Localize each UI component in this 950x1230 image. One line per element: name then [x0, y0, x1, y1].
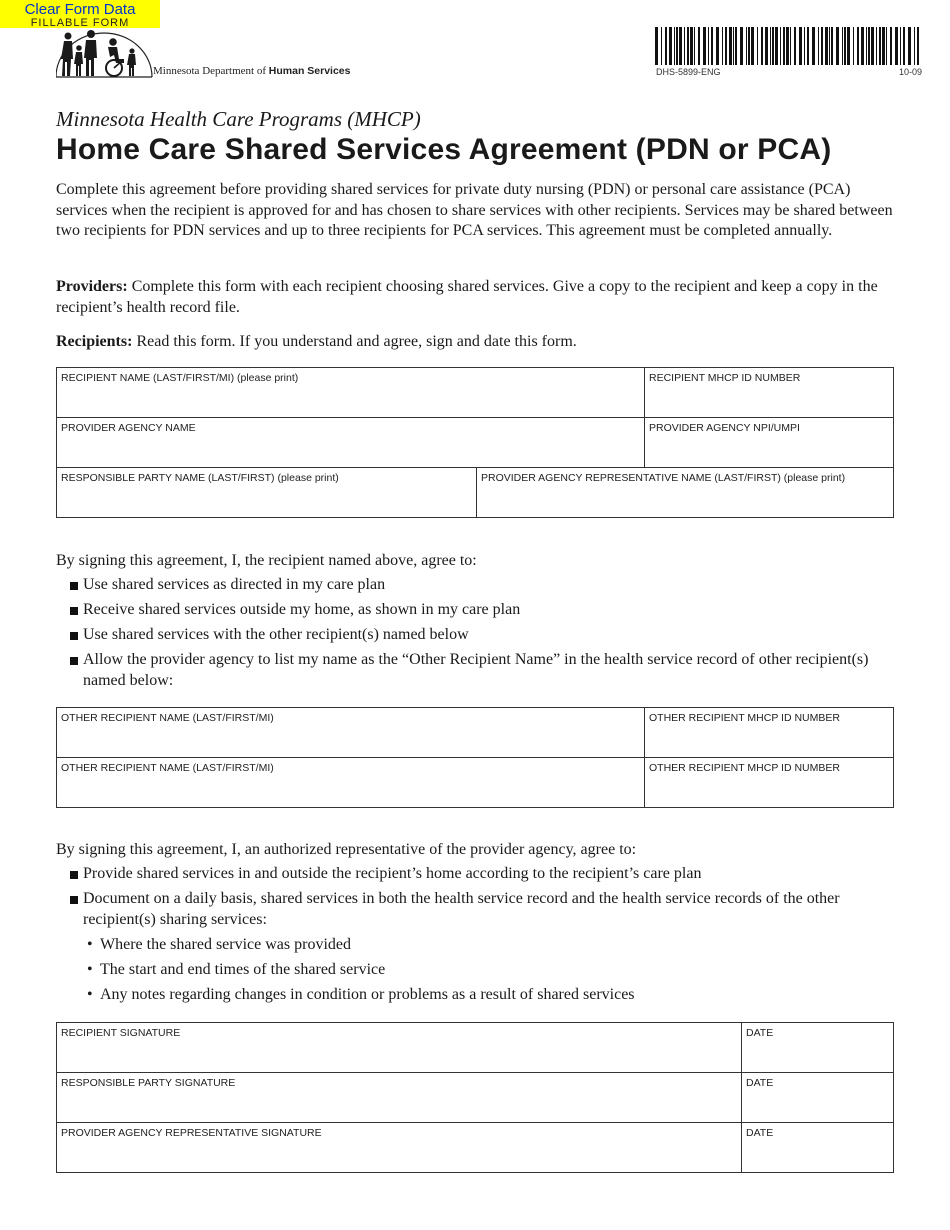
list-item	[56, 889, 896, 930]
agency-name-cell	[57, 418, 644, 467]
providers-paragraph	[56, 277, 896, 318]
list-item-text: Receive shared services outside my home, as shown in my care plan	[83, 601, 521, 618]
barcode-bar	[746, 27, 747, 65]
recipient-id-cell	[644, 368, 893, 417]
barcode-bar	[725, 27, 727, 65]
responsible-party-label: RESPONSIBLE PARTY NAME (LAST/FIRST) (please print)	[61, 472, 339, 484]
barcode-bar	[735, 27, 737, 65]
department-prefix: Minnesota Department of	[153, 65, 267, 77]
barcode-bar	[917, 27, 919, 65]
barcode-bar	[882, 27, 885, 65]
recipient-signature-label: RECIPIENT SIGNATURE	[61, 1027, 181, 1039]
barcode-bar	[868, 27, 870, 65]
barcode-bar	[807, 27, 809, 65]
date-3-cell	[741, 1123, 893, 1172]
grid-row	[57, 467, 893, 517]
barcode-bar	[676, 27, 678, 65]
list-item-text: Use shared services as directed in my care plan	[83, 576, 386, 593]
recipient-id-field[interactable]	[649, 391, 889, 413]
grid-row	[57, 708, 893, 757]
department-name	[153, 65, 351, 77]
date-1-field[interactable]	[746, 1046, 889, 1068]
providers-label: Providers:	[56, 278, 128, 295]
list-subitem	[56, 985, 896, 1006]
barcode-bar	[708, 27, 709, 65]
dot-bullet-icon: •	[87, 935, 93, 953]
grid-row	[57, 368, 893, 417]
program-name: Minnesota Health Care Programs (MHCP)	[56, 107, 421, 131]
barcode-bar	[690, 27, 693, 65]
department-bold: Human Services	[268, 65, 351, 77]
barcode-bar	[655, 27, 658, 65]
clear-form-data-button[interactable]	[0, 0, 160, 28]
date-3-field[interactable]	[746, 1146, 889, 1168]
barcode-bar	[761, 27, 763, 65]
barcode-bar	[748, 27, 750, 65]
grid-row	[57, 1023, 893, 1072]
recipient-id-label: RECIPIENT MHCP ID NUMBER	[649, 372, 801, 384]
barcode-bar	[770, 27, 771, 65]
clear-form-label: Clear Form Data	[24, 1, 136, 18]
date-2-cell	[741, 1073, 893, 1122]
barcode-bar	[733, 27, 734, 65]
barcode-bar	[794, 27, 796, 65]
list-item-text: Allow the provider agency to list my name as the “Other Recipient Name” in the health service record of other recipient(s) named below:	[83, 651, 869, 689]
barcode-bar	[903, 27, 905, 65]
barcode-bar	[876, 27, 877, 65]
dot-bullet-icon: •	[87, 985, 93, 1003]
barcode-bar	[842, 27, 843, 65]
other-name-1-field[interactable]	[61, 731, 640, 753]
barcode-bar	[679, 27, 682, 65]
fillable-form-label: FILLABLE FORM	[30, 17, 130, 29]
barcode-bar	[698, 27, 700, 65]
barcode-bar	[765, 27, 768, 65]
form-date: 10-09	[898, 67, 922, 77]
list-item	[56, 625, 896, 646]
list-item	[56, 600, 896, 621]
list-item-text: Provide shared services in and outside the recipient’s home according to the recipient’s care plan	[83, 865, 702, 882]
recipients-label: Recipients:	[56, 333, 133, 350]
barcode-bar	[825, 27, 828, 65]
recipients-text: Read this form. If you understand and agree, sign and date this form.	[136, 333, 577, 350]
barcode-bar	[829, 27, 830, 65]
barcode-bar	[857, 27, 859, 65]
barcode-bar	[871, 27, 874, 65]
agency-rep-label: PROVIDER AGENCY REPRESENTATIVE NAME (LAST/FIRST) (please print)	[481, 472, 846, 484]
barcode-bar	[914, 27, 915, 65]
barcode-bar	[703, 27, 706, 65]
square-bullet-icon	[70, 582, 78, 590]
barcode-bar	[684, 27, 685, 65]
square-bullet-icon	[70, 657, 78, 665]
barcode-bar	[780, 27, 781, 65]
barcode-bar	[669, 27, 672, 65]
responsible-signature-label: RESPONSIBLE PARTY SIGNATURE	[61, 1077, 236, 1089]
other-recipients-grid	[56, 707, 894, 808]
barcode-bar	[711, 27, 713, 65]
agency-rep-cell	[476, 468, 893, 517]
other-name-1-cell	[57, 708, 644, 757]
other-id-1-cell	[644, 708, 893, 757]
agency-rep-field[interactable]	[481, 491, 889, 513]
list-item	[56, 575, 896, 596]
agency-npi-field[interactable]	[649, 441, 889, 463]
barcode-bar	[783, 27, 785, 65]
list-item	[56, 650, 896, 691]
barcode-bar	[879, 27, 881, 65]
recipient-name-label: RECIPIENT NAME (LAST/FIRST/MI) (please print)	[61, 372, 299, 384]
barcode-bar	[799, 27, 802, 65]
agency-signature-label: PROVIDER AGENCY REPRESENTATIVE SIGNATURE	[61, 1127, 322, 1139]
barcode-bar	[804, 27, 805, 65]
square-bullet-icon	[70, 607, 78, 615]
other-name-2-cell	[57, 758, 644, 807]
barcode-bar	[775, 27, 778, 65]
signature-grid	[56, 1022, 894, 1173]
barcode-bar	[687, 27, 689, 65]
square-bullet-icon	[70, 871, 78, 879]
recipient-signature-cell	[57, 1023, 741, 1072]
barcode-bar	[740, 27, 743, 65]
provider-agree-lead: By signing this agreement, I, an authorized representative of the provider agency, agree to:	[56, 841, 637, 858]
square-bullet-icon	[70, 632, 78, 640]
agency-signature-cell	[57, 1123, 741, 1172]
intro-paragraph: Complete this agreement before providing shared services for private duty nursing (PDN) or personal care assistance (PCA) services when the recipient is approved for and has chosen to share services with other recipients. Services may be shared between two recipients for PDN services and up to three recipients for PCA services. This agreement must be completed annually.	[56, 181, 893, 239]
date-2-field[interactable]	[746, 1096, 889, 1118]
other-name-2-label: OTHER RECIPIENT NAME (LAST/FIRST/MI)	[61, 762, 274, 774]
square-bullet-icon	[70, 896, 78, 904]
agency-npi-cell	[644, 418, 893, 467]
responsible-signature-field[interactable]	[61, 1096, 737, 1118]
list-subitem-text: The start and end times of the shared service	[100, 960, 386, 978]
recipient-name-field[interactable]	[61, 391, 640, 413]
providers-text: Complete this form with each recipient choosing shared services. Give a copy to the recipient and keep a copy in the recipient’s health record file.	[56, 278, 878, 316]
agency-name-field[interactable]	[61, 441, 640, 463]
barcode-bar	[772, 27, 774, 65]
other-id-2-field[interactable]	[649, 781, 889, 803]
provider-agree-list	[56, 864, 896, 1010]
barcode-bar	[716, 27, 719, 65]
other-id-1-label: OTHER RECIPIENT MHCP ID NUMBER	[649, 712, 840, 724]
other-name-2-field[interactable]	[61, 781, 640, 803]
list-item	[56, 864, 896, 885]
grid-row	[57, 1072, 893, 1122]
barcode-bar	[853, 27, 854, 65]
barcode-bar	[831, 27, 833, 65]
dot-bullet-icon: •	[87, 960, 93, 978]
other-id-2-label: OTHER RECIPIENT MHCP ID NUMBER	[649, 762, 840, 774]
barcode-bar	[866, 27, 867, 65]
responsible-party-field[interactable]	[61, 491, 472, 513]
form-number: DHS-5899-ENG	[656, 67, 721, 77]
date-3-label: DATE	[746, 1127, 774, 1139]
barcode-bar	[757, 27, 758, 65]
barcode-bar	[861, 27, 864, 65]
list-subitem	[56, 960, 896, 981]
other-id-2-cell	[644, 758, 893, 807]
responsible-party-cell	[57, 468, 476, 517]
date-1-label: DATE	[746, 1027, 774, 1039]
barcode-bar	[886, 27, 887, 65]
barcode-bar	[729, 27, 732, 65]
barcode-bar	[895, 27, 898, 65]
barcode-bar	[661, 27, 662, 65]
barcode-bar	[818, 27, 819, 65]
barcode-bar	[812, 27, 815, 65]
recipient-name-cell	[57, 368, 644, 417]
barcode-bar	[790, 27, 791, 65]
grid-row	[57, 1122, 893, 1172]
list-item-text: Use shared services with the other recipient(s) named below	[83, 626, 469, 643]
list-subitem-text: Where the shared service was provided	[100, 935, 351, 953]
barcode-bar	[665, 27, 667, 65]
list-subitem	[56, 935, 896, 956]
date-1-cell	[741, 1023, 893, 1072]
barcode-bar	[821, 27, 823, 65]
recipients-paragraph	[56, 332, 896, 353]
other-name-1-label: OTHER RECIPIENT NAME (LAST/FIRST/MI)	[61, 712, 274, 724]
barcode-bar	[674, 27, 675, 65]
list-item-text: Document on a daily basis, shared services in both the health service record and the health service records of the other recipient(s) sharing services:	[83, 890, 840, 928]
recipient-agree-list	[56, 575, 896, 696]
grid-row	[57, 757, 893, 807]
barcode-bar	[900, 27, 901, 65]
barcode-bar	[844, 27, 846, 65]
agency-signature-field[interactable]	[61, 1146, 737, 1168]
recipient-signature-field[interactable]	[61, 1046, 737, 1068]
barcode-bar	[786, 27, 789, 65]
barcode-bar	[836, 27, 839, 65]
page-title: Home Care Shared Services Agreement (PDN or PCA)	[56, 133, 832, 166]
responsible-signature-cell	[57, 1073, 741, 1122]
agency-npi-label: PROVIDER AGENCY NPI/UMPI	[649, 422, 800, 434]
recipient-agree-lead: By signing this agreement, I, the recipient named above, agree to:	[56, 552, 477, 569]
grid-row	[57, 417, 893, 467]
barcode-bar	[694, 27, 695, 65]
recipient-info-grid	[56, 367, 894, 518]
barcode-bar	[890, 27, 892, 65]
other-id-1-field[interactable]	[649, 731, 889, 753]
agency-name-label: PROVIDER AGENCY NAME	[61, 422, 196, 434]
list-subitem-text: Any notes regarding changes in condition or problems as a result of shared services	[100, 985, 635, 1003]
barcode-bar	[751, 27, 754, 65]
barcode-bar	[722, 27, 723, 65]
barcode-icon	[655, 27, 922, 65]
barcode-bar	[908, 27, 911, 65]
barcode-bar	[847, 27, 850, 65]
date-2-label: DATE	[746, 1077, 774, 1089]
